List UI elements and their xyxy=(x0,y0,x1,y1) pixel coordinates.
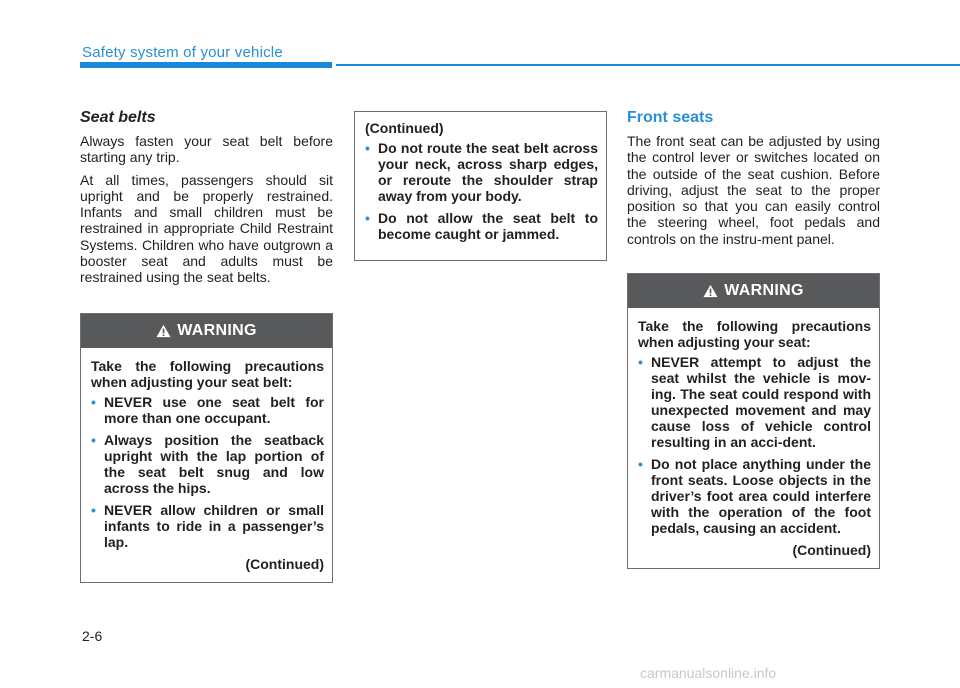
bullet-icon: • xyxy=(365,210,370,226)
page-number: 2-6 xyxy=(82,628,103,644)
bullet-text: Do not place anything under the front seats. Loose objects in the driver’s foot area could interfere with the operation of the foot pedals, causing an accident. xyxy=(651,456,871,536)
front-seats-heading: Front seats xyxy=(627,109,714,126)
watermark: carmanualsonline.info xyxy=(640,665,777,681)
warning-bullet xyxy=(638,456,871,536)
continued-label: (Continued) xyxy=(245,556,324,572)
bullet-icon: • xyxy=(91,502,96,518)
header-rule-line xyxy=(336,64,960,66)
seat-belts-heading: Seat belts xyxy=(80,109,156,126)
warning-bullet xyxy=(638,354,871,450)
warning-intro: Take the following precautions when adjusting your seat: xyxy=(638,318,871,350)
header-rule-accent xyxy=(80,62,332,68)
bullet-text: Do not allow the seat belt to become caught or jammed. xyxy=(378,210,598,242)
warning-bullet xyxy=(91,432,324,496)
warning-header xyxy=(628,274,879,308)
front-seats-section xyxy=(627,109,880,253)
bullet-text: NEVER attempt to adjust the seat whilst the vehicle is mov-ing. The seat could respond with unexpected movement and may cause loss of vehicle control resulting in an acci-dent. xyxy=(651,354,871,450)
warning-header xyxy=(81,314,332,348)
bullet-icon: • xyxy=(638,354,643,370)
warning-intro: Take the following precautions when adjusting your seat belt: xyxy=(91,358,324,390)
warning-label: WARNING xyxy=(724,282,804,299)
seat-belts-paragraph-2: At all times, passengers should sit upright and be properly restrained. Infants and small children must be restrained in appropriate Child Restraint Systems. Children who have outgrown a booster seat and adults must be restrained using the seat belts. xyxy=(80,171,333,286)
continued-body xyxy=(355,112,606,260)
warning-triangle-icon xyxy=(703,284,718,298)
bullet-icon: • xyxy=(365,140,370,156)
warning-body xyxy=(81,348,332,582)
seat-belt-warning-box xyxy=(80,313,333,583)
front-seats-paragraph: The front seat can be adjusted by using the control lever or switches located on the outside of the seat cushion. Before driving, adjust the seat to the proper position so that you can easily control the steering wheel, foot pedals and controls on the instru-ment panel. xyxy=(627,133,880,247)
bullet-icon: • xyxy=(638,456,643,472)
seat-belts-paragraph-1: Always fasten your seat belt before starting any trip. xyxy=(80,133,333,166)
warning-label: WARNING xyxy=(177,322,257,339)
bullet-text: Always position the seatback upright with the lap portion of the seat belt snug and low across the hips. xyxy=(104,432,324,496)
warning-bullet xyxy=(365,140,598,204)
bullet-icon: • xyxy=(91,394,96,410)
warning-triangle-icon xyxy=(156,324,171,338)
front-seat-warning-box xyxy=(627,273,880,569)
section-title: Safety system of your vehicle xyxy=(82,44,283,61)
bullet-text: NEVER use one seat belt for more than one occupant. xyxy=(104,394,324,426)
bullet-text: NEVER allow children or small infants to ride in a passenger’s lap. xyxy=(104,502,324,550)
continued-label: (Continued) xyxy=(365,120,444,136)
seat-belts-section xyxy=(80,109,333,292)
continued-label: (Continued) xyxy=(792,542,871,558)
warning-bullet xyxy=(365,210,598,242)
warning-body xyxy=(628,308,879,568)
bullet-icon: • xyxy=(91,432,96,448)
warning-bullet xyxy=(91,394,324,426)
bullet-text: Do not route the seat belt across your neck, across sharp edges, or reroute the shoulder strap away from your body. xyxy=(378,140,598,204)
continued-warning-box xyxy=(354,111,607,261)
warning-bullet xyxy=(91,502,324,550)
